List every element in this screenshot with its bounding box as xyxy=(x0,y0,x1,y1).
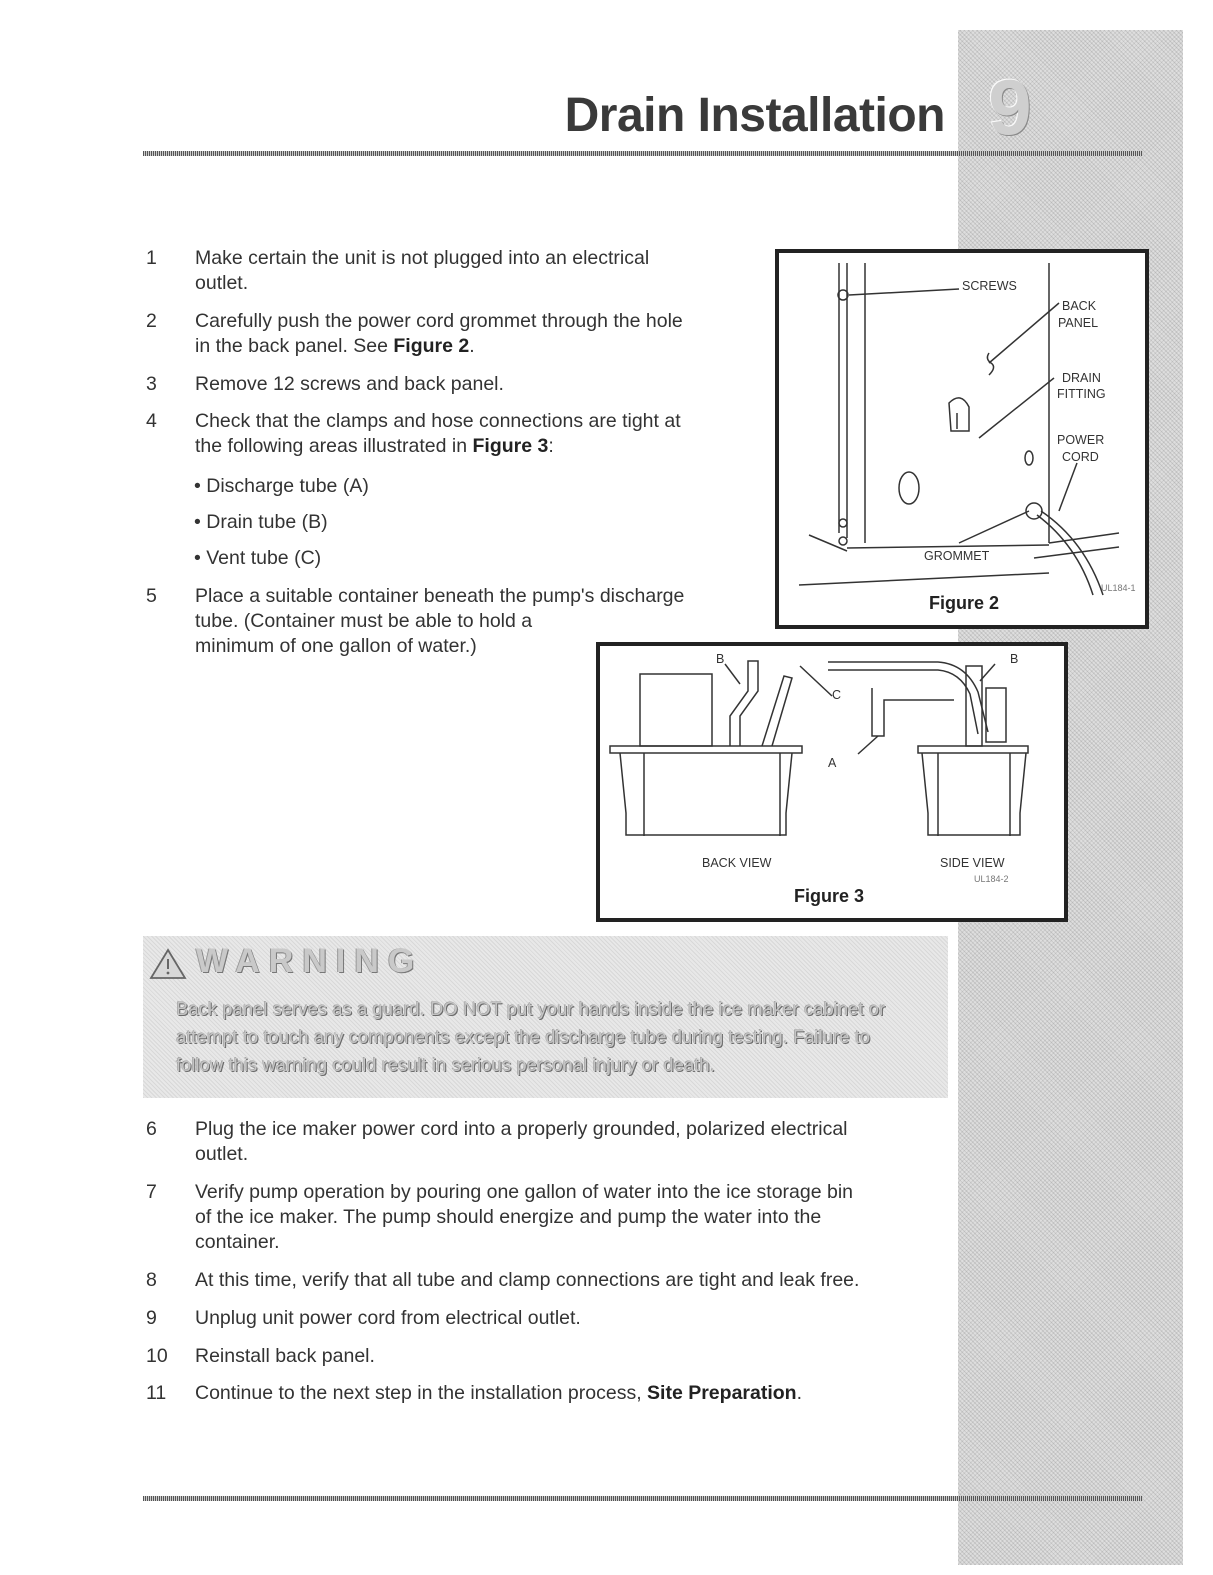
label-c: C xyxy=(832,688,842,702)
page-title: Drain Installation xyxy=(564,89,945,142)
label-b-back: B xyxy=(716,652,725,666)
step-number: 8 xyxy=(146,1269,157,1291)
step-text: At this time, verify that all tube and clamp connections are tight and leak free. xyxy=(195,1269,860,1291)
label-drain: DRAIN xyxy=(1062,371,1101,385)
step-number: 10 xyxy=(146,1345,168,1367)
step-line: container. xyxy=(195,1231,280,1253)
step-line: the following areas illustrated in xyxy=(195,435,473,457)
step-line: tube. (Container must be able to hold a xyxy=(195,610,533,632)
step-text xyxy=(195,409,795,459)
bullet-discharge-tube: • Discharge tube (A) xyxy=(194,475,369,497)
step-line: outlet. xyxy=(195,1143,249,1165)
label-back-view: BACK VIEW xyxy=(702,856,772,870)
step-line: Make certain the unit is not plugged into an electrical xyxy=(195,247,650,269)
label-a: A xyxy=(828,756,837,770)
step-text: Remove 12 screws and back panel. xyxy=(195,373,504,395)
warning-text xyxy=(176,995,936,1079)
figure-2 xyxy=(775,249,1149,629)
header-rule xyxy=(143,151,1143,156)
step-line: in the back panel. See xyxy=(195,335,394,357)
step-text: Unplug unit power cord from electrical outlet. xyxy=(195,1307,581,1329)
warning-line: follow this warning could result in serious personal injury or death. xyxy=(176,1054,715,1075)
step-punct: : xyxy=(548,435,554,457)
label-fitting: FITTING xyxy=(1057,387,1106,401)
figure-3-code: UL184-2 xyxy=(974,874,1009,884)
step-number: 2 xyxy=(146,310,157,332)
label-back: BACK xyxy=(1062,299,1097,313)
step-line: minimum of one gallon of water.) xyxy=(195,635,477,657)
warning-heading: WARNING xyxy=(196,942,424,980)
footer-rule xyxy=(143,1496,1143,1501)
warning-line: attempt to touch any components except the discharge tube during testing. Failure to xyxy=(176,1026,871,1047)
step-number: 1 xyxy=(146,247,157,269)
step-line: Verify pump operation by pouring one gallon of water into the ice storage bin xyxy=(195,1181,854,1203)
step-line: outlet. xyxy=(195,272,249,294)
step-number: 4 xyxy=(146,410,157,432)
label-b-side: B xyxy=(1010,652,1019,666)
label-screws: SCREWS xyxy=(962,279,1017,293)
figure-2-caption: Figure 2 xyxy=(929,593,1000,613)
step-line: Plug the ice maker power cord into a properly grounded, polarized electrical xyxy=(195,1118,848,1140)
step-text xyxy=(195,309,795,359)
warning-line: Back panel serves as a guard. DO NOT put your hands inside the ice maker cabinet or xyxy=(176,998,886,1019)
label-side-view: SIDE VIEW xyxy=(940,856,1005,870)
step-number: 9 xyxy=(146,1307,157,1329)
warning-triangle-icon xyxy=(148,947,188,981)
step-number: 6 xyxy=(146,1118,157,1140)
figure-2-reference: Figure 2 xyxy=(393,335,470,357)
step-punct: . xyxy=(796,1382,802,1404)
step-line: Continue to the next step in the installation process, xyxy=(195,1382,648,1404)
figure-3-caption: Figure 3 xyxy=(794,886,865,906)
step-line: Place a suitable container beneath the pump's discharge xyxy=(195,585,685,607)
step-number: 5 xyxy=(146,585,157,607)
chapter-number: 9 xyxy=(988,63,1032,151)
bullet-drain-tube: • Drain tube (B) xyxy=(194,511,328,533)
step-text xyxy=(195,1117,955,1167)
label-cord: CORD xyxy=(1062,450,1099,464)
step-number: 11 xyxy=(146,1382,167,1404)
step-punct: . xyxy=(469,335,475,357)
figure-3 xyxy=(596,642,1068,922)
site-preparation-reference: Site Preparation xyxy=(647,1382,797,1404)
step-text xyxy=(195,246,795,296)
step-line: of the ice maker. The pump should energize and pump the water into the xyxy=(195,1206,822,1228)
bullet-vent-tube: • Vent tube (C) xyxy=(194,547,322,569)
figure-3-reference: Figure 3 xyxy=(472,435,549,457)
step-number: 7 xyxy=(146,1181,157,1203)
step-text xyxy=(195,1381,955,1406)
label-grommet: GROMMET xyxy=(924,549,990,563)
step-text: Reinstall back panel. xyxy=(195,1345,375,1367)
step-line: Check that the clamps and hose connections are tight at xyxy=(195,410,681,432)
step-number: 3 xyxy=(146,373,157,395)
step-line: Carefully push the power cord grommet through the hole xyxy=(195,310,683,332)
label-panel: PANEL xyxy=(1058,316,1099,330)
step-text xyxy=(195,1180,955,1255)
label-power: POWER xyxy=(1057,433,1105,447)
figure-2-code: UL184-1 xyxy=(1101,583,1136,593)
